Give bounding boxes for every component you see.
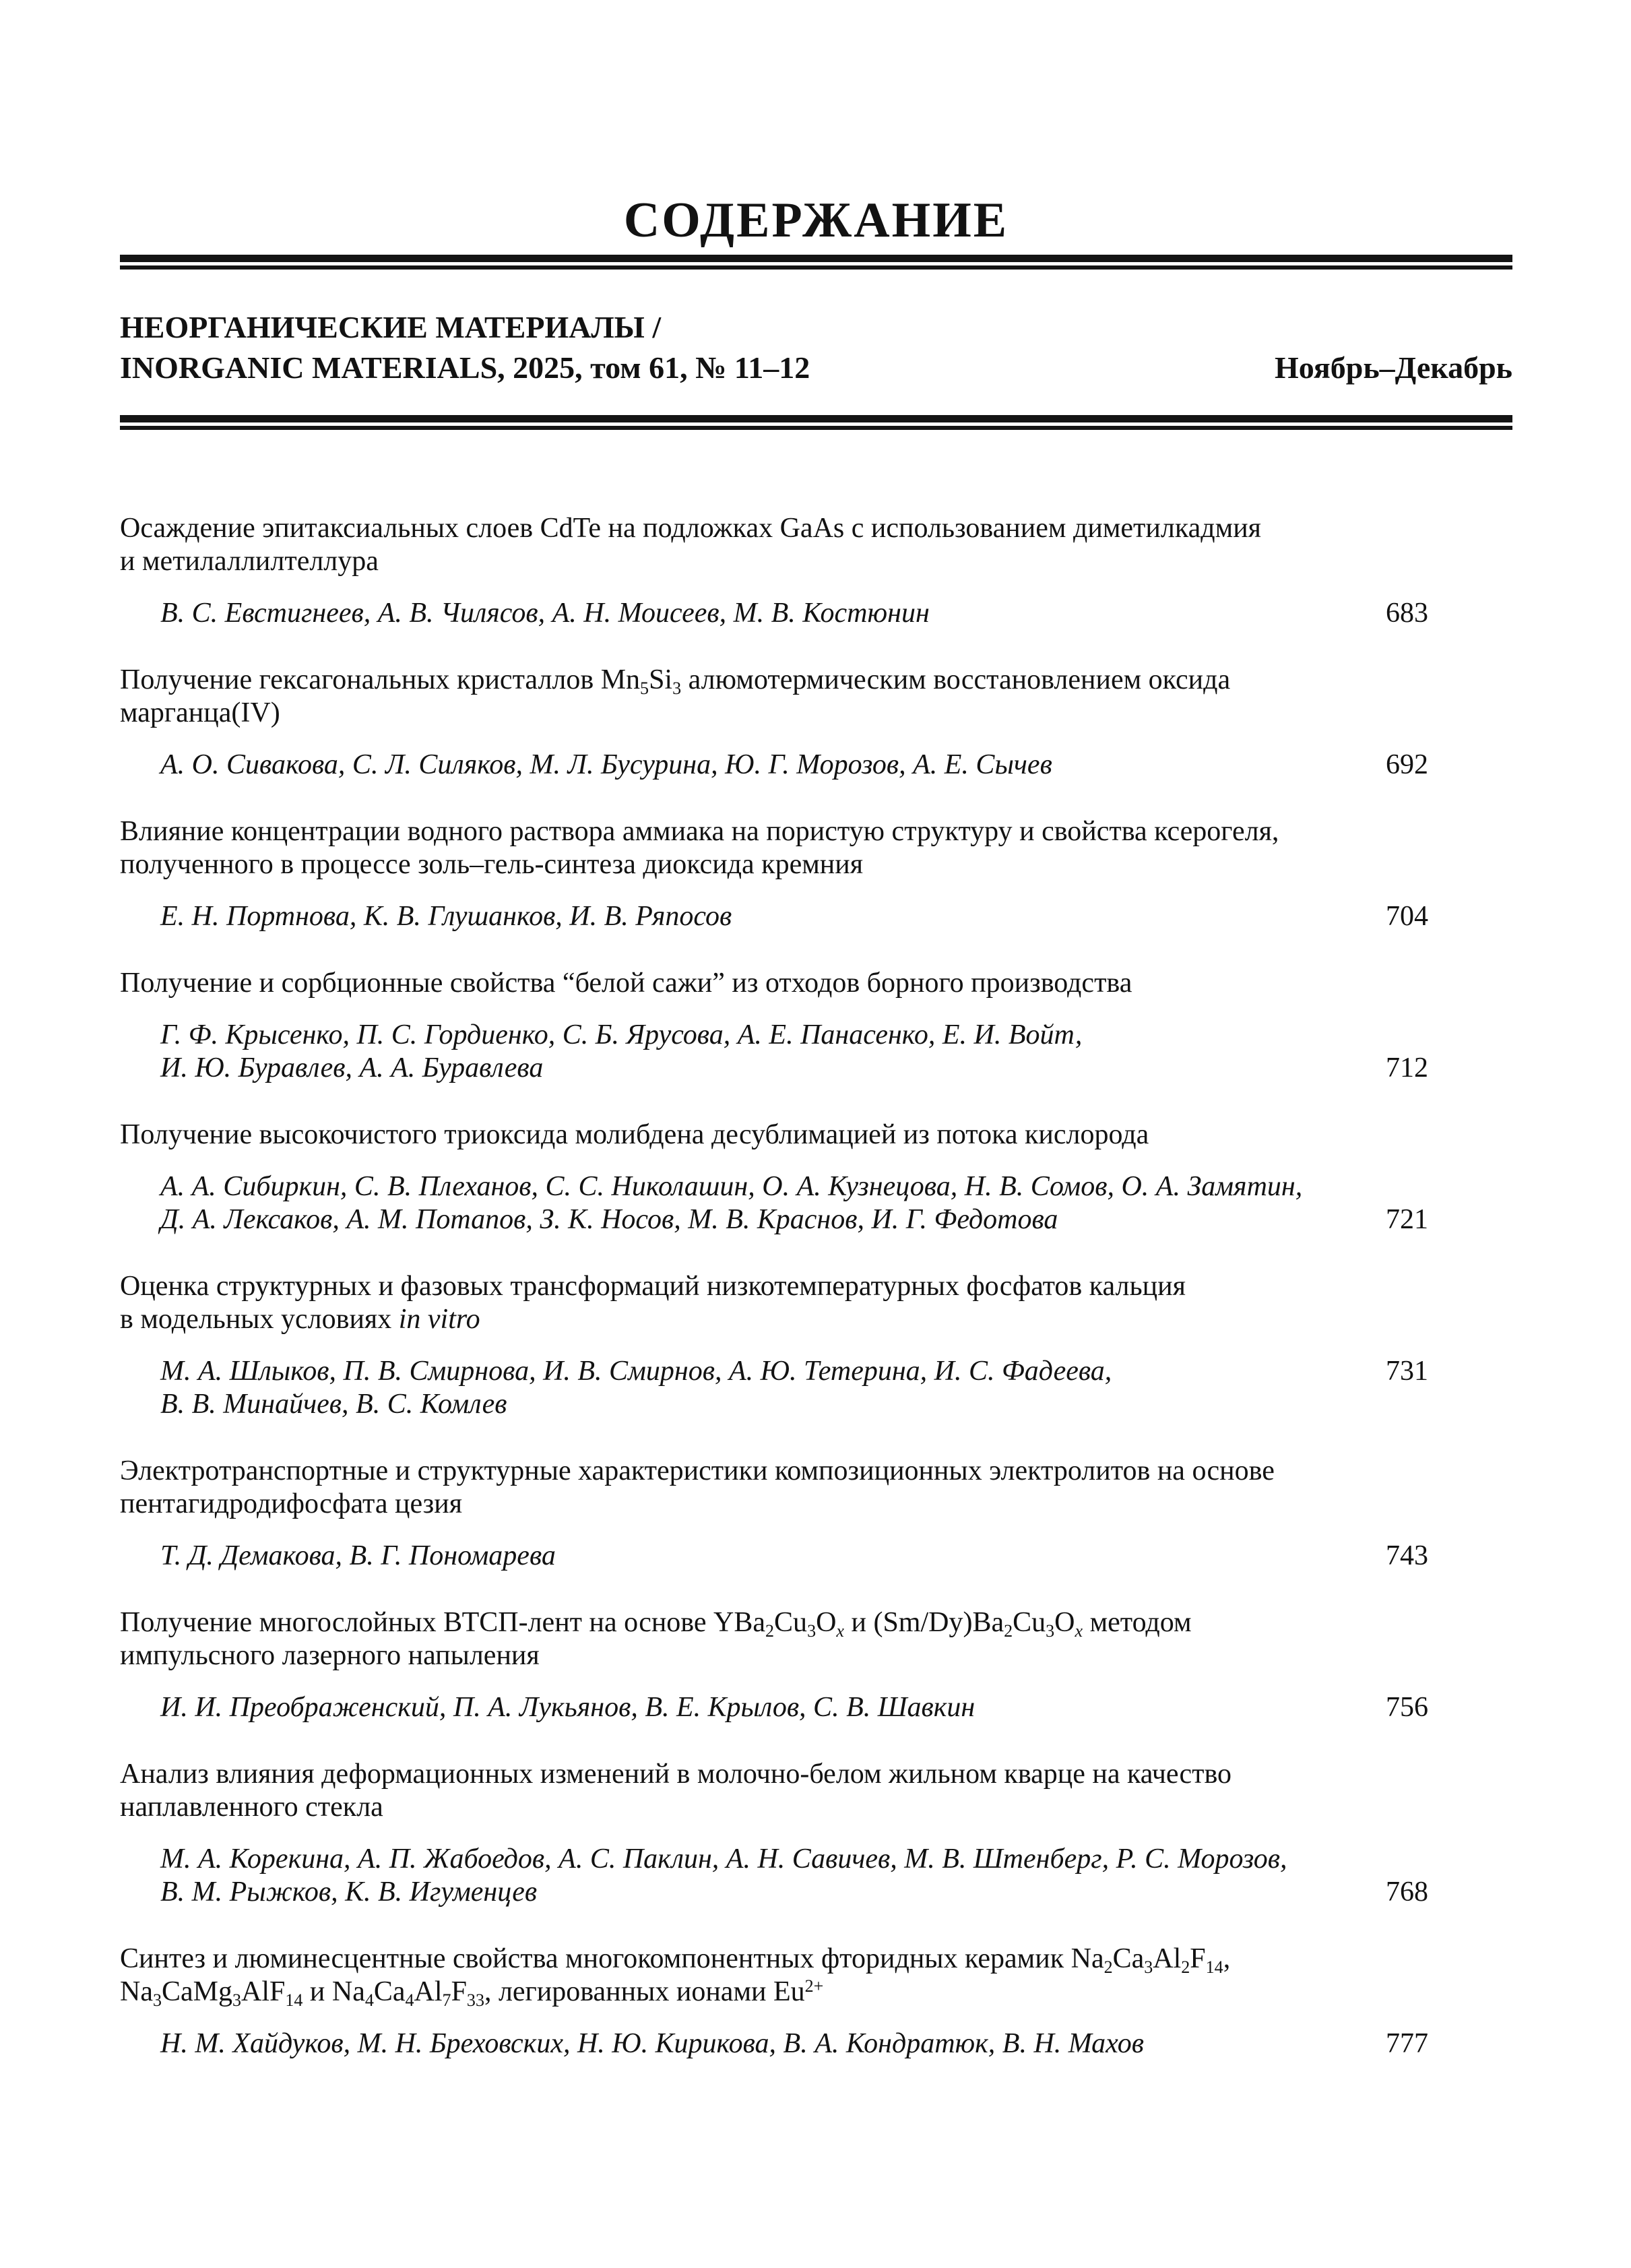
toc-entry — [120, 1943, 1512, 2060]
formula-subscript: 3 — [807, 1620, 817, 1641]
author-line — [160, 1540, 1512, 1573]
article-title-line — [120, 512, 1512, 545]
formula-subscript: 3 — [232, 1990, 242, 2010]
article-title — [120, 1943, 1512, 2009]
title-text: пентагидродифосфата цезия — [120, 1488, 463, 1519]
title-text: Оценка структурных и фазовых трансформаций низкотемпературных фосфатов кальция — [120, 1271, 1186, 1302]
article-title-line — [120, 1270, 1512, 1303]
article-title-line — [120, 1976, 1512, 2009]
formula-subscript: 3 — [1144, 1957, 1153, 1977]
article-title — [120, 815, 1512, 881]
formula-superscript: 2+ — [804, 1976, 824, 1996]
author-line — [160, 900, 1512, 933]
toc-entry — [120, 1455, 1512, 1573]
rule-thick — [120, 415, 1512, 422]
article-authors: И. Ю. Буравлев, А. А. Буравлева — [160, 1052, 544, 1083]
double-rule-bottom — [120, 415, 1512, 430]
title-text: Si — [649, 664, 673, 695]
article-title-line — [120, 1791, 1512, 1824]
author-line — [160, 1876, 1512, 1909]
formula-subscript: 7 — [442, 1990, 451, 2010]
author-line — [160, 1019, 1512, 1052]
article-title-line — [120, 1639, 1512, 1672]
article-title — [120, 512, 1512, 578]
formula-subscript: 5 — [640, 678, 649, 698]
article-authors: М. А. Шлыков, П. В. Смирнова, И. В. Смирнов, А. Ю. Тетерина, И. С. Фадеева, — [160, 1356, 1112, 1387]
formula-subscript: 3 — [1046, 1620, 1055, 1641]
article-title-line — [120, 848, 1512, 881]
author-line — [160, 749, 1512, 782]
article-authors: Д. А. Лексаков, А. М. Потапов, З. К. Носов, М. В. Краснов, И. Г. Федотова — [160, 1204, 1058, 1235]
page-number: 683 — [1386, 598, 1428, 629]
title-text: Cu — [1013, 1607, 1046, 1638]
title-text: Cu — [774, 1607, 808, 1638]
article-authors: В. М. Рыжков, К. В. Игуменцев — [160, 1877, 538, 1908]
article-title — [120, 1606, 1512, 1672]
title-text: CaMg — [162, 1976, 232, 2007]
formula-subscript: 4 — [405, 1990, 414, 2010]
title-text: алюмотермическим восстановлением оксида — [681, 664, 1231, 695]
page-number: 692 — [1386, 749, 1428, 780]
title-text: и (Sm/Dy)Ba — [843, 1607, 1004, 1638]
title-text: F — [1190, 1943, 1206, 1974]
page-content — [120, 0, 1512, 2060]
article-authors-block — [160, 1355, 1512, 1421]
formula-subscript: 3 — [672, 678, 682, 698]
rule-thin — [120, 265, 1512, 270]
title-text: наплавленного стекла — [120, 1792, 383, 1823]
article-title-line — [120, 1488, 1512, 1521]
article-authors: Г. Ф. Крысенко, П. С. Гордиенко, С. Б. Ярусова, А. Е. Панасенко, Е. И. Войт, — [160, 1019, 1083, 1050]
formula-subscript: x — [836, 1620, 844, 1641]
article-title-line — [120, 664, 1512, 697]
article-authors: В. В. Минайчев, В. С. Комлев — [160, 1389, 507, 1420]
double-rule-top — [120, 255, 1512, 270]
article-title-line — [120, 815, 1512, 848]
toc-entry — [120, 1606, 1512, 1724]
article-authors-block — [160, 1540, 1512, 1573]
title-text: Ca — [373, 1976, 406, 2007]
title-text: Влияние концентрации водного раствора аммиака на пористую структуру и свойства ксерогеля, — [120, 816, 1279, 847]
title-text: Электротранспортные и структурные характеристики композиционных электролитов на основе — [120, 1455, 1275, 1486]
title-text: Получение и сорбционные свойства “белой сажи” из отходов борного производства — [120, 968, 1132, 999]
article-authors: Е. Н. Портнова, К. В. Глушанков, И. В. Ряпосов — [160, 901, 732, 932]
article-authors-block — [160, 900, 1512, 933]
title-text: AlF — [241, 1976, 286, 2007]
formula-subscript: 2 — [765, 1620, 775, 1641]
page-number: 756 — [1386, 1692, 1428, 1723]
article-title-line — [120, 1606, 1512, 1639]
title-text: Анализ влияния деформационных изменений в молочно-белом жильном кварце на качество — [120, 1759, 1232, 1790]
title-text: O — [1054, 1607, 1075, 1638]
toc-entry — [120, 1119, 1512, 1236]
title-text: Al — [1153, 1943, 1182, 1974]
article-title-line — [120, 1758, 1512, 1791]
author-line — [160, 597, 1512, 630]
page-title: СОДЕРЖАНИЕ — [623, 193, 1009, 248]
page-number: 704 — [1386, 901, 1428, 932]
author-line — [160, 2027, 1512, 2060]
journal-title-en: INORGANIC MATERIALS, 2025, том 61, № 11–12 — [120, 350, 810, 385]
article-title-line — [120, 697, 1512, 730]
toc-entry — [120, 512, 1512, 630]
author-line — [160, 1388, 1512, 1421]
title-text: Al — [414, 1976, 443, 2007]
article-title-line — [120, 1303, 1512, 1336]
title-text: F — [451, 1976, 467, 2007]
author-line — [160, 1843, 1512, 1876]
rule-thin — [120, 426, 1512, 430]
formula-subscript: 2 — [1104, 1957, 1113, 1977]
article-title — [120, 1270, 1512, 1336]
rule-thick — [120, 255, 1512, 262]
article-authors: А. А. Сибиркин, С. В. Плеханов, С. С. Николашин, О. А. Кузнецова, Н. В. Сомов, О. А. Замятин, — [160, 1171, 1303, 1202]
toc-entry — [120, 664, 1512, 782]
title-text: полученного в процессе золь–гель-синтеза диоксида кремния — [120, 849, 864, 880]
article-title — [120, 1455, 1512, 1521]
article-title-line — [120, 1943, 1512, 1976]
article-authors: Н. М. Хайдуков, М. Н. Бреховских, Н. Ю. Кирикова, В. А. Кондратюк, В. Н. Махов — [160, 2028, 1145, 2059]
article-authors: И. И. Преображенский, П. А. Лукьянов, В. Е. Крылов, С. В. Шавкин — [160, 1692, 976, 1723]
formula-subscript: 2 — [1181, 1957, 1190, 1977]
article-authors: А. О. Сивакова, С. Л. Силяков, М. Л. Бусурина, Ю. Г. Морозов, А. Е. Сычев — [160, 749, 1052, 780]
article-title — [120, 1758, 1512, 1824]
title-text: Синтез и люминесцентные свойства многокомпонентных фторидных керамик Na — [120, 1943, 1104, 1974]
page-number: 777 — [1386, 2028, 1428, 2059]
title-text: в модельных условиях — [120, 1304, 399, 1335]
title-text: методом — [1083, 1607, 1192, 1638]
author-line — [160, 1170, 1512, 1203]
page-number: 712 — [1386, 1052, 1428, 1083]
author-line — [160, 1691, 1512, 1724]
article-title — [120, 664, 1512, 730]
title-text: Получение гексагональных кристаллов Mn — [120, 664, 641, 695]
article-authors: Т. Д. Демакова, В. Г. Пономарева — [160, 1540, 556, 1571]
article-title-line — [120, 1119, 1512, 1152]
article-authors: М. А. Корекина, А. П. Жабоедов, А. С. Паклин, А. Н. Савичев, М. В. Штенберг, Р. С. Морозов, — [160, 1844, 1287, 1875]
article-title-line — [120, 1455, 1512, 1488]
masthead-journal — [120, 307, 810, 388]
author-line — [160, 1203, 1512, 1236]
article-authors-block — [160, 1170, 1512, 1236]
title-text: Na — [120, 1976, 153, 2007]
formula-subscript: 33 — [466, 1990, 484, 2010]
article-title-line — [120, 545, 1512, 578]
page-number: 743 — [1386, 1540, 1428, 1571]
toc-entry — [120, 967, 1512, 1085]
page-number: 721 — [1386, 1204, 1428, 1235]
author-line — [160, 1355, 1512, 1388]
formula-subscript: 2 — [1004, 1620, 1013, 1641]
title-text: марганца(IV) — [120, 697, 280, 728]
title-text: Осаждение эпитаксиальных слоев CdTe на подложках GaAs с использованием диметилкадмия — [120, 513, 1261, 544]
article-authors-block — [160, 1691, 1512, 1724]
toc-entry — [120, 1758, 1512, 1909]
title-text: и Na — [302, 1976, 365, 2007]
toc-entries — [120, 512, 1512, 2060]
formula-subscript: 14 — [1205, 1957, 1223, 1977]
title-text: импульсного лазерного напыления — [120, 1640, 540, 1671]
article-authors-block — [160, 749, 1512, 782]
author-line — [160, 1052, 1512, 1085]
journal-title-ru: НЕОРГАНИЧЕСКИЕ МАТЕРИАЛЫ / — [120, 310, 662, 344]
title-text: Ca — [1112, 1943, 1145, 1974]
article-authors: В. С. Евстигнеев, А. В. Чилясов, А. Н. Моисеев, М. В. Костюнин — [160, 598, 930, 629]
title-text: и метилаллилтеллура — [120, 546, 379, 577]
page-number: 731 — [1386, 1356, 1428, 1387]
article-authors-block — [160, 597, 1512, 630]
toc-entry — [120, 815, 1512, 933]
title-text: , — [1223, 1943, 1231, 1974]
toc-entry — [120, 1270, 1512, 1421]
formula-subscript: 3 — [152, 1990, 162, 2010]
title-text: Получение высокочистого триоксида молибдена десублимацией из потока кислорода — [120, 1119, 1149, 1150]
article-authors-block — [160, 2027, 1512, 2060]
article-authors-block — [160, 1843, 1512, 1909]
italic-text: in vitro — [398, 1304, 480, 1335]
article-title — [120, 1119, 1512, 1152]
title-text: Получение многослойных ВТСП-лент на основе YBa — [120, 1607, 766, 1638]
title-text: , легированных ионами Eu — [484, 1976, 805, 2007]
article-authors-block — [160, 1019, 1512, 1085]
formula-subscript: x — [1075, 1620, 1083, 1641]
issue-months: Ноябрь–Декабрь — [1274, 350, 1512, 385]
page-number: 768 — [1386, 1877, 1428, 1908]
title-text: O — [816, 1607, 837, 1638]
article-title-line — [120, 967, 1512, 1000]
formula-subscript: 4 — [364, 1990, 374, 2010]
article-title — [120, 967, 1512, 1000]
formula-subscript: 14 — [285, 1990, 303, 2010]
masthead — [120, 307, 1512, 388]
